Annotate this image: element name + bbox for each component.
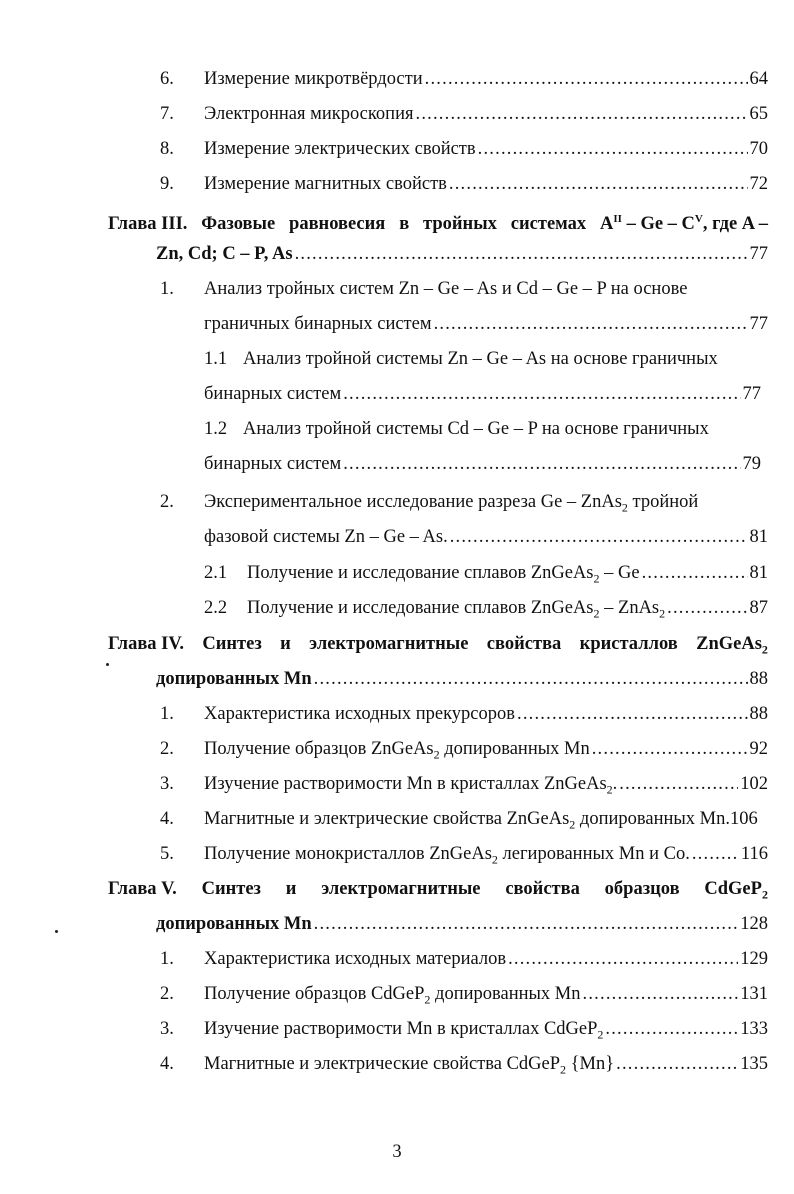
entry-title: Измерение микротвёрдости [204, 69, 423, 89]
entry-number: 2. [160, 739, 174, 759]
toc-entry [0, 237, 794, 272]
entry-number: 1. [160, 704, 174, 724]
toc-entry [0, 272, 794, 307]
entry-page: 135 [740, 1054, 768, 1074]
entry-number: 1.1 [204, 349, 228, 369]
entry-number: 1. [160, 279, 174, 299]
toc-entry [0, 485, 794, 520]
title-part: Получение монокристаллов ZnGeAs [204, 844, 492, 864]
title-sub: 2 [569, 817, 576, 832]
title-part: допированных Mn. [575, 809, 731, 829]
title-part: Изучение растворимости Mn в кристаллах CdGeP [204, 1019, 598, 1039]
title-part: . [612, 774, 618, 794]
entry-page: 64 [749, 69, 768, 89]
entry-page: 87 [749, 598, 768, 618]
formula-part: – Ge – C [626, 214, 695, 235]
toc-entry [0, 802, 794, 837]
entry-page: 81 [749, 527, 768, 547]
entry-title-cont: граничных бинарных систем [204, 314, 432, 334]
chapter-label: Глава V. [108, 879, 177, 899]
entry-number: 1.2 [204, 419, 228, 439]
chapter-title-cont: допированных Mn [156, 914, 312, 934]
entry-title-cont: бинарных систем [204, 454, 342, 474]
entry-page: 133 [740, 1019, 768, 1039]
chapter-title-word: электромагнитные [321, 879, 481, 899]
chapter-title-word: системах [510, 214, 587, 235]
entry-number: 2. [160, 984, 174, 1004]
title-part: {Mn} [566, 1054, 615, 1074]
toc-entry [0, 942, 794, 977]
dot-leader [416, 97, 748, 132]
dot-leader [449, 167, 748, 202]
dot-leader [478, 132, 748, 167]
chapter-title-word: Синтез [202, 634, 262, 654]
chapter-title-cont: допированных Mn [156, 669, 312, 689]
chapter-label: Глава III. [108, 214, 188, 235]
title-part: Получение образцов CdGeP [204, 984, 425, 1004]
title-part: тройной [627, 492, 699, 512]
title-sub: 2 [606, 782, 613, 797]
dot-leader [343, 377, 740, 412]
chapter-title-word: электромагнитные [309, 634, 469, 654]
entry-page: 88 [749, 669, 768, 689]
title-sub: 2 [560, 1062, 567, 1077]
title-sub: 2 [621, 500, 628, 515]
chapter-heading [0, 627, 794, 662]
entry-number: 2. [160, 492, 174, 512]
chapter-title-word: образцов [604, 879, 680, 899]
toc-entry [0, 907, 794, 942]
title-sub: 2 [593, 606, 600, 621]
toc-entry [0, 767, 794, 802]
title-part: допированных Mn [439, 739, 590, 759]
toc-entry [0, 412, 794, 447]
entry-title: Электронная микроскопия [204, 104, 414, 124]
title-sub: 2 [491, 852, 498, 867]
entry-page: 77 [742, 384, 761, 404]
entry-number: 9. [160, 174, 174, 194]
toc-entry [0, 837, 794, 872]
dot-leader [425, 62, 748, 97]
chapter-title-word: кристаллов [579, 634, 678, 654]
entry-title [204, 1047, 614, 1088]
toc-entry [0, 732, 794, 767]
entry-page: 79 [742, 454, 761, 474]
entry-title: Измерение магнитных свойств [204, 174, 447, 194]
title-sub: 2 [433, 747, 440, 762]
chapter-title-word: и [280, 634, 291, 654]
dot-leader [314, 907, 739, 942]
dot-leader [616, 1047, 738, 1082]
toc-entry [0, 447, 794, 482]
dot-leader [343, 447, 740, 482]
title-part: Получение и исследование сплавов ZnGeAs [247, 598, 594, 618]
toc-entry [0, 167, 794, 202]
entry-number: 4. [160, 1054, 174, 1074]
entry-number: 6. [160, 69, 174, 89]
toc-entry [0, 591, 794, 626]
formula-sup: II [613, 213, 622, 225]
title-part: Изучение растворимости Mn в кристаллах ZnGeAs [204, 774, 607, 794]
title-part: Получение и исследование сплавов ZnGeAs [247, 563, 594, 583]
entry-number: 5. [160, 844, 174, 864]
formula-part: CdGeP [704, 879, 762, 899]
dot-leader [605, 1012, 738, 1047]
title-part: – ZnAs [599, 598, 660, 618]
entry-page: 102 [740, 774, 768, 794]
dot-leader [667, 591, 747, 626]
chapter-title-word: свойства [505, 879, 580, 899]
entry-title-cont: бинарных систем [204, 384, 342, 404]
chapter-title-word: равновесия [289, 214, 386, 235]
entry-page: 65 [749, 104, 768, 124]
chapter-title-word: в [399, 214, 410, 235]
toc-entry [0, 662, 794, 697]
chapter-heading [0, 202, 794, 237]
chapter-title-word: и [285, 879, 297, 899]
dot-leader [642, 556, 748, 591]
entry-title: Анализ тройной системы Cd – Ge – P на основе граничных [243, 419, 709, 439]
entry-page: 128 [740, 914, 768, 934]
entry-title: Анализ тройных систем Zn – Ge – As и Cd – Ge – P на основе [204, 279, 688, 299]
entry-page: 88 [749, 704, 768, 724]
entry-page: 72 [749, 174, 768, 194]
title-part: – Ge [599, 563, 640, 583]
toc-entry [0, 1047, 794, 1082]
entry-number: 8. [160, 139, 174, 159]
entry-number: 4. [160, 809, 174, 829]
entry-number: 2.1 [204, 563, 228, 583]
title-sub: 2 [659, 606, 666, 621]
toc-entry [0, 97, 794, 132]
entry-number: 1. [160, 949, 174, 969]
entry-page: 70 [749, 139, 768, 159]
entry-title: Характеристика исходных прекурсоров [204, 704, 515, 724]
dot-leader [295, 237, 748, 272]
title-sub: 2 [424, 992, 431, 1007]
entry-number: 3. [160, 774, 174, 794]
entry-page: 77 [749, 314, 768, 334]
title-sub: 2 [597, 1027, 604, 1042]
toc-entry [0, 342, 794, 377]
toc-entry [0, 132, 794, 167]
entry-page: 77 [749, 244, 768, 264]
formula-sub: 2 [761, 642, 768, 657]
title-part: Магнитные и электрические свойства ZnGeAs [204, 809, 570, 829]
entry-page: 129 [740, 949, 768, 969]
entry-page: 81 [749, 563, 768, 583]
chapter-label: Глава IV. [108, 634, 184, 654]
dot-leader [592, 732, 748, 767]
toc-entry [0, 697, 794, 732]
formula-sub: 2 [761, 887, 768, 902]
toc-entry [0, 377, 794, 412]
title-part: Получение образцов ZnGeAs [204, 739, 434, 759]
dot-leader [692, 837, 739, 872]
title-part: легированных Mn и Co. [497, 844, 690, 864]
toc-entry [0, 520, 794, 555]
entry-number: 7. [160, 104, 174, 124]
dot-leader [450, 520, 748, 555]
title-part: допированных Mn [430, 984, 581, 1004]
toc-entry [0, 307, 794, 342]
entry-page: 106 [730, 809, 758, 829]
dot-leader [508, 942, 738, 977]
chapter-title-word: тройных [423, 214, 497, 235]
toc-entry [0, 62, 794, 97]
chapter-heading [0, 872, 794, 907]
entry-title: Анализ тройной системы Zn – Ge – As на основе граничных [243, 349, 718, 369]
dot-leader [619, 767, 738, 802]
entry-number: 3. [160, 1019, 174, 1039]
entry-title: Характеристика исходных материалов [204, 949, 507, 969]
dot-leader [517, 697, 748, 732]
dot-leader [314, 662, 748, 697]
entry-title [247, 591, 665, 632]
entry-page: 116 [740, 844, 768, 864]
entry-page: 92 [749, 739, 768, 759]
chapter-title-word: Синтез [201, 879, 261, 899]
formula-part: A [600, 214, 614, 235]
toc-entry [0, 1012, 794, 1047]
entry-title-cont: фазовой системы Zn – Ge – As. [204, 527, 448, 547]
entry-page: 131 [740, 984, 768, 1004]
formula-part: ZnGeAs [696, 634, 762, 654]
title-sub: 2 [593, 571, 600, 586]
toc-entry [0, 977, 794, 1012]
toc-entry [0, 556, 794, 591]
title-part: Экспериментальное исследование разреза Ge – ZnAs [204, 492, 622, 512]
title-part: Магнитные и электрические свойства CdGeP [204, 1054, 561, 1074]
dot-leader [583, 977, 739, 1012]
chapter-title-cont: Zn, Cd; C – P, As [156, 244, 293, 264]
formula-sup: V [694, 213, 703, 225]
chapter-title-word: свойства [486, 634, 562, 654]
entry-title: Измерение электрических свойств [204, 139, 476, 159]
entry-number: 2.2 [204, 598, 228, 618]
dot-leader [434, 307, 748, 342]
page-number: 3 [392, 1142, 402, 1162]
formula-part: , где A – [702, 214, 768, 235]
chapter-title-word: Фазовые [201, 214, 276, 235]
